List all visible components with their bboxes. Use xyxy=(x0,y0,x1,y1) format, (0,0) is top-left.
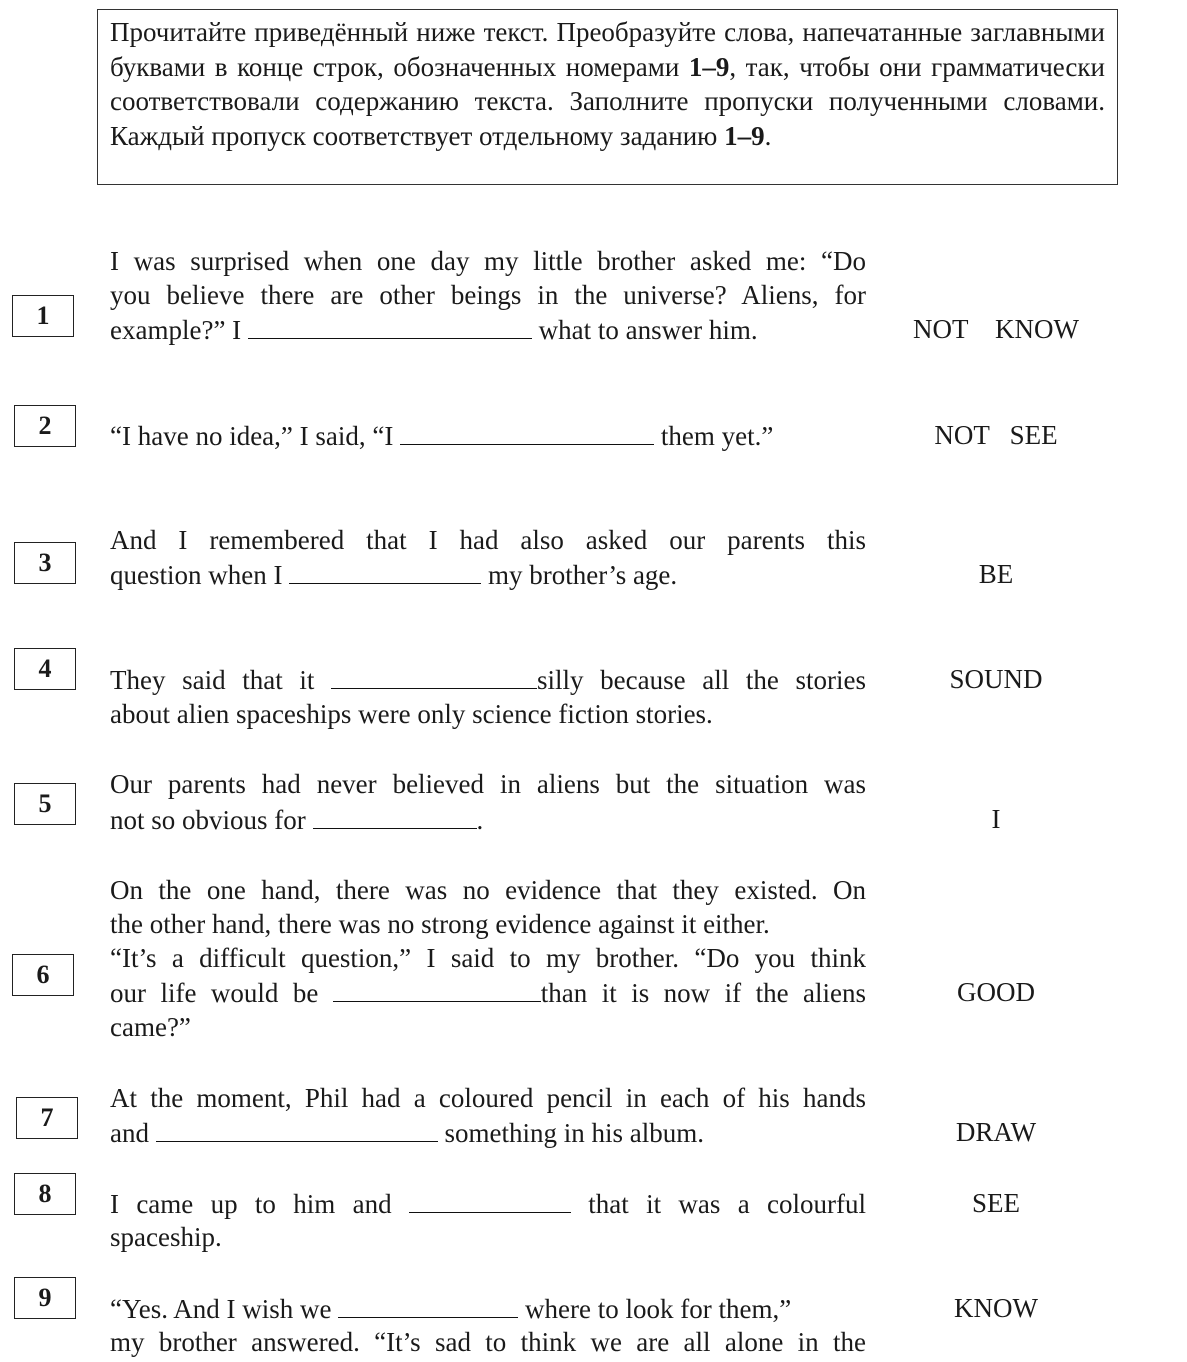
item-6-answer-blank[interactable] xyxy=(333,975,541,1002)
item-2-text-after: them yet.” xyxy=(654,421,774,451)
item-5-number-box: 5 xyxy=(14,783,76,825)
item-6-line-5: came?” xyxy=(110,1012,191,1042)
instructions-text-2: , так, чтобы они грамматически соответствовали содержанию текста. Заполните пропуски полученными словами. Каждый пропуск соответствует отдельному заданию xyxy=(110,51,1105,151)
item-3-keyword: BE xyxy=(978,559,1014,589)
item-7-answer-blank[interactable] xyxy=(156,1115,438,1142)
item-7-number-box: 7 xyxy=(16,1097,78,1139)
instructions-range-2: 1–9 xyxy=(724,120,765,151)
item-7-line-2 xyxy=(110,1115,866,1150)
item-8-line-2: spaceship. xyxy=(110,1222,222,1252)
instructions-text-3: . xyxy=(764,120,772,151)
item-8-keyword: SEE xyxy=(971,1188,1020,1218)
item-2-number-box: 2 xyxy=(14,405,76,447)
instructions-text-1: Прочитайте приведённый ниже текст. Преобразуйте слова, напечатанные заглавными буквами в конце строк, обозначенных номерами xyxy=(110,17,1105,82)
item-3-line-1: And I remembered that I had also asked our parents this xyxy=(110,525,866,555)
item-4-number-box: 4 xyxy=(14,648,76,690)
item-3-line-2 xyxy=(110,557,866,592)
item-5-line-1: Our parents had never believed in aliens but the situation was xyxy=(110,769,866,799)
item-1-keyword: NOT KNOW xyxy=(913,314,1079,344)
item-8-answer-blank[interactable] xyxy=(409,1186,571,1213)
item-3-text-before: question when I xyxy=(110,560,290,590)
item-4-keyword: SOUND xyxy=(949,664,1043,694)
item-5-answer-blank[interactable] xyxy=(313,802,477,829)
item-2-keyword: NOT SEE xyxy=(934,420,1058,450)
item-1-text-before: example?” I xyxy=(110,315,248,345)
item-5-keyword: I xyxy=(991,804,1001,834)
item-3-answer-blank[interactable] xyxy=(289,557,481,584)
item-5-text-after: . xyxy=(476,805,484,835)
item-4-line-2: about alien spaceships were only science fiction stories. xyxy=(110,699,713,729)
item-3-text-after: my brother’s age. xyxy=(481,560,678,590)
item-9-text-before: “Yes. And I wish we xyxy=(110,1294,339,1324)
item-2-line-1 xyxy=(110,418,866,453)
item-7-line-1: At the moment, Phil had a coloured pencil in each of his hands xyxy=(110,1083,866,1113)
item-8-text-after: that it was a colourful xyxy=(570,1189,867,1219)
item-8-number-box: 8 xyxy=(14,1173,76,1215)
item-4-answer-blank[interactable] xyxy=(331,662,537,689)
item-9-number-box: 9 xyxy=(14,1277,76,1319)
item-6-line-4 xyxy=(110,975,866,1010)
item-7-text-after: something in his album. xyxy=(437,1118,704,1148)
item-7-text-before: and xyxy=(110,1118,156,1148)
item-6-line-1: On the one hand, there was no evidence that they existed. On xyxy=(110,875,866,905)
item-9-line-1 xyxy=(110,1291,866,1326)
item-8-line-1 xyxy=(110,1186,866,1221)
item-3-number-box: 3 xyxy=(14,542,76,584)
item-4-text-before: They said that it xyxy=(110,665,332,695)
item-6-line-2: the other hand, there was no strong evidence against it either. xyxy=(110,909,770,939)
instructions-box xyxy=(97,9,1118,185)
item-6-text-before: our life would be xyxy=(110,978,333,1008)
item-2-text-before: “I have no idea,” I said, “I xyxy=(110,421,401,451)
item-9-line-2: my brother answered. “It’s sad to think we are all alone in the xyxy=(110,1327,866,1357)
item-1-answer-blank[interactable] xyxy=(248,312,532,339)
instructions-range-1: 1–9 xyxy=(688,51,730,82)
item-9-text-after: where to look for them,” xyxy=(518,1294,792,1324)
item-1-line-2: you believe there are other beings in the universe? Aliens, for xyxy=(110,280,866,310)
item-5-text-before: not so obvious for xyxy=(110,805,313,835)
item-7-keyword: DRAW xyxy=(955,1117,1037,1147)
item-1-line-3 xyxy=(110,312,866,347)
item-6-line-3: “It’s a difficult question,” I said to my brother. “Do you think xyxy=(110,943,866,973)
item-1-number-box: 1 xyxy=(12,295,74,337)
item-4-line-1 xyxy=(110,662,866,697)
item-6-keyword: GOOD xyxy=(957,977,1035,1007)
item-9-answer-blank[interactable] xyxy=(338,1291,518,1318)
item-5-line-2 xyxy=(110,802,866,837)
item-6-text-after: than it is now if the aliens xyxy=(540,978,867,1008)
item-8-text-before: I came up to him and xyxy=(110,1189,409,1219)
item-6-number-box: 6 xyxy=(12,954,74,996)
item-4-text-after: silly because all the stories xyxy=(537,665,866,695)
item-1-line-1: I was surprised when one day my little brother asked me: “Do xyxy=(110,246,866,276)
item-1-text-after: what to answer him. xyxy=(531,315,758,345)
item-9-keyword: KNOW xyxy=(954,1293,1038,1323)
item-2-answer-blank[interactable] xyxy=(400,418,654,445)
